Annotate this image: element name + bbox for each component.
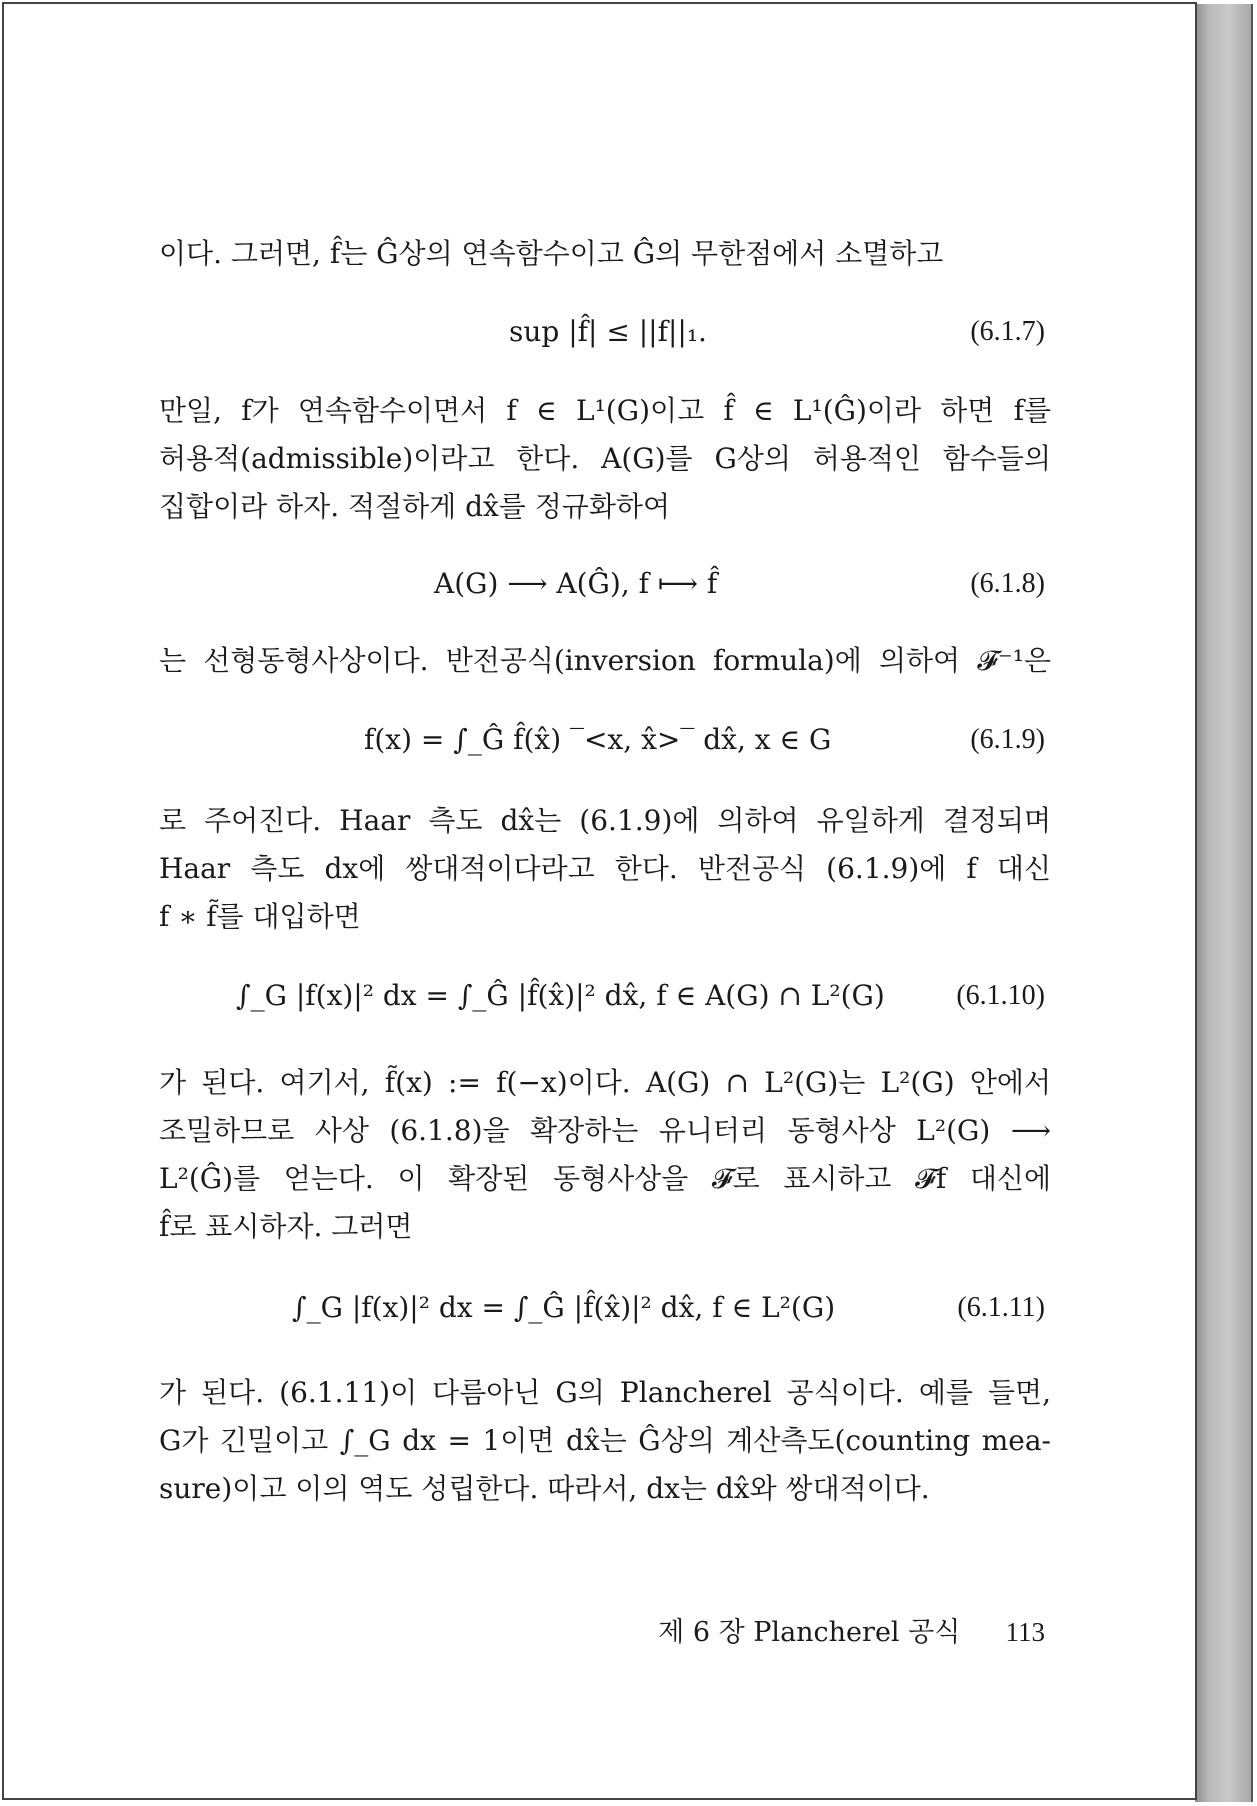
page-stack-edge bbox=[1195, 4, 1253, 1802]
paragraph-line: 집합이라 하자. 적절하게 dx̂를 정규화하여 bbox=[159, 490, 670, 523]
paragraph-line: 만일, f가 연속함수이면서 f ∈ L¹(G)이고 f̂ ∈ L¹(Ĝ)이라 하면 f를 bbox=[159, 394, 1051, 427]
paragraph-line: Haar 측도 dx에 쌍대적이다라고 한다. 반전공식 (6.1.9)에 f 대신 bbox=[159, 852, 1051, 885]
equation-number: (6.1.7) bbox=[970, 316, 1045, 347]
equation-number: (6.1.8) bbox=[970, 568, 1045, 599]
paragraph-line: f̂로 표시하자. 그러면 bbox=[159, 1210, 413, 1243]
paragraph-line: sure)이고 이의 역도 성립한다. 따라서, dx는 dx̂와 쌍대적이다. bbox=[159, 1472, 930, 1505]
paragraph-line: G가 긴밀이고 ∫_G dx = 1이면 dx̂는 Ĝ상의 계산측도(counting mea- bbox=[159, 1424, 1051, 1457]
running-head bbox=[658, 1612, 1045, 1653]
paragraph-line: 는 선형동형사상이다. 반전공식(inversion formula)에 의하여 𝓕⁻¹은 bbox=[159, 644, 1051, 677]
equation-6-1-7: sup |f̂| ≤ ||f||₁. bbox=[509, 315, 707, 348]
paragraph-line: 이다. 그러면, f̂는 Ĝ상의 연속함수이고 Ĝ의 무한점에서 소멸하고 bbox=[159, 237, 944, 270]
paragraph-line: 가 된다. 여기서, f̃(x) := f(−x)이다. A(G) ∩ L²(G)는 L²(G) 안에서 bbox=[159, 1066, 1051, 1099]
equation-6-1-9: f(x) = ∫_Ĝ f̂(x̂) ‾<x, x̂>‾ dx̂, x ∈ G bbox=[364, 723, 832, 756]
equation-number: (6.1.10) bbox=[956, 980, 1045, 1011]
chapter-title: 제 6 장 Plancherel 공식 bbox=[658, 1617, 961, 1648]
equation-number: (6.1.11) bbox=[957, 1292, 1045, 1323]
page-number: 113 bbox=[1005, 1617, 1045, 1647]
page bbox=[2, 2, 1197, 1800]
paragraph-line: 조밀하므로 사상 (6.1.8)을 확장하는 유니터리 동형사상 L²(G) ⟶ bbox=[159, 1114, 1051, 1147]
equation-number: (6.1.9) bbox=[970, 724, 1045, 755]
paragraph-line: 가 된다. (6.1.11)이 다름아닌 G의 Plancherel 공식이다. 예를 들면, bbox=[159, 1376, 1051, 1409]
equation-6-1-11: ∫_G |f(x)|² dx = ∫_Ĝ |f̂(x̂)|² dx̂, f ∈ L²(G) bbox=[292, 1291, 836, 1324]
paragraph-line: f ∗ f̃를 대입하면 bbox=[159, 900, 361, 933]
equation-6-1-10: ∫_G |f(x)|² dx = ∫_Ĝ |f̂(x̂)|² dx̂, f ∈ A(G) ∩ L²(G) bbox=[236, 979, 885, 1012]
equation-6-1-8: A(G) ⟶ A(Ĝ), f ⟼ f̂ bbox=[434, 567, 718, 600]
paragraph-line: 허용적(admissible)이라고 한다. A(G)를 G상의 허용적인 함수들의 bbox=[159, 442, 1051, 475]
paragraph-line: 로 주어진다. Haar 측도 dx̂는 (6.1.9)에 의하여 유일하게 결정되며 bbox=[159, 804, 1051, 837]
paragraph-line: L²(Ĝ)를 얻는다. 이 확장된 동형사상을 𝓕로 표시하고 𝓕f 대신에 bbox=[159, 1162, 1051, 1195]
